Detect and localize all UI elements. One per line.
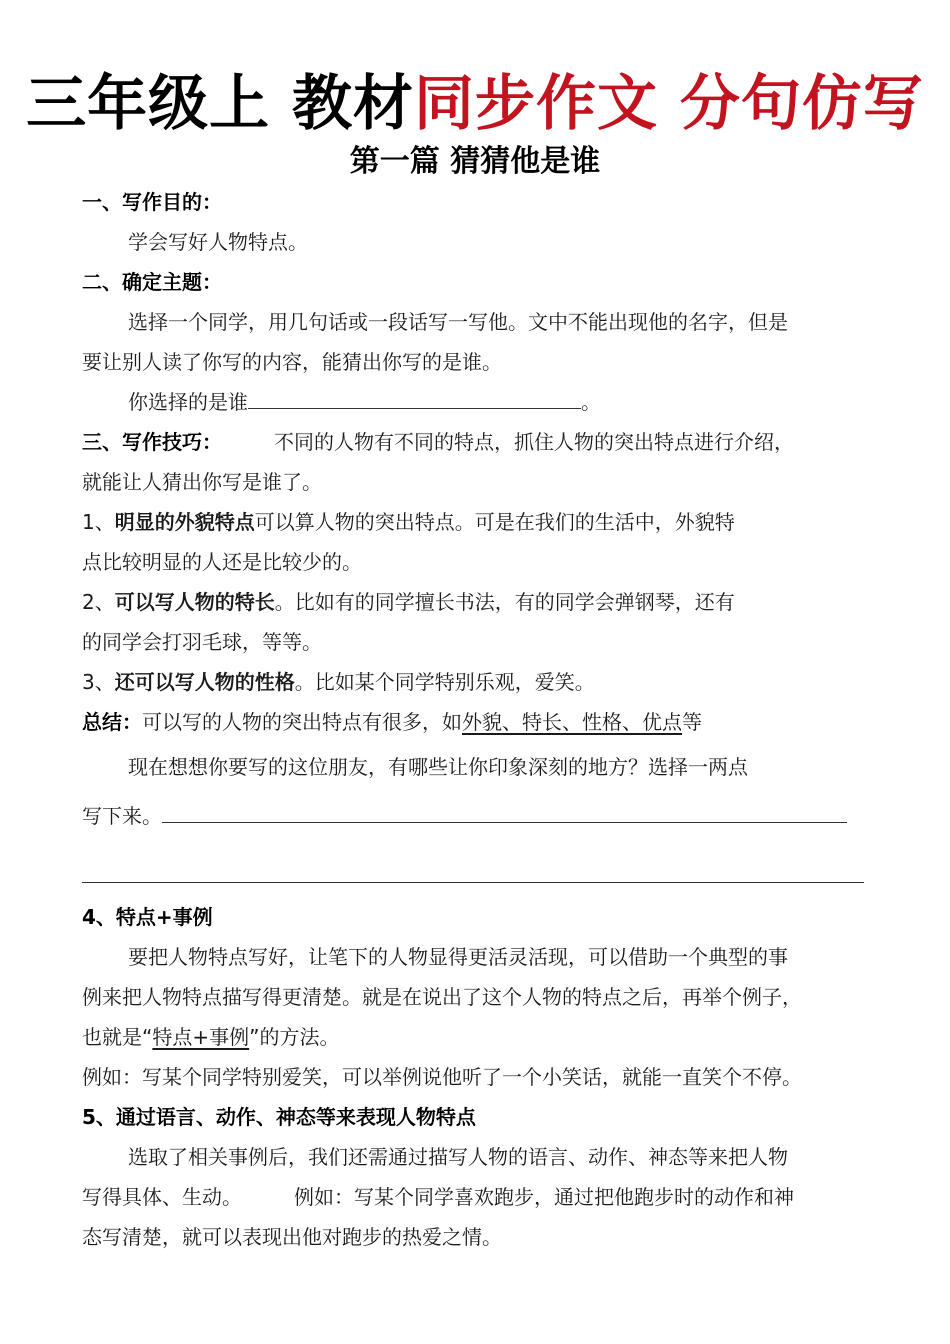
tip-2-number: 2、	[82, 590, 115, 614]
section-4-line1: 要把人物特点写好，让笔下的人物显得更活灵活现，可以借助一个典型的事	[128, 945, 788, 969]
prompt-answer-blank-1[interactable]	[162, 802, 847, 823]
section-3-heading: 三、写作技巧：	[82, 430, 222, 454]
section-4-heading: 4、特点+事例	[82, 905, 213, 929]
section-3-text-line1: 不同的人物有不同的特点，抓住人物的突出特点进行介绍，	[274, 430, 794, 454]
tip-3-number: 3、	[82, 670, 115, 694]
choice-answer-blank[interactable]	[248, 388, 581, 409]
tip-2-line1	[82, 587, 882, 617]
choice-question-label: 你选择的是谁	[128, 390, 248, 414]
tip-1-line2: 点比较明显的人还是比较少的。	[82, 550, 362, 574]
section-1-heading: 一、写作目的：	[82, 190, 222, 214]
tip-1-line1	[82, 507, 882, 537]
section-2-paragraph-line1: 选择一个同学，用几句话或一段话写一写他。文中不能出现他的名字，但是	[128, 310, 788, 334]
tip-2-rest: 。比如有的同学擅长书法，有的同学会弹钢琴，还有	[274, 590, 735, 614]
section-4-line3-post: ”的方法。	[249, 1025, 340, 1049]
summary-text: 可以写的人物的突出特点有很多，如	[142, 710, 462, 734]
section-5-line2b: 例如：写某个同学喜欢跑步，通过把他跑步时的动作和神	[294, 1185, 794, 1209]
section-4-example: 例如：写某个同学特别爱笑，可以举例说他听了一个小笑话，就能一直笑个不停。	[82, 1065, 802, 1089]
section-4-line2: 例来把人物特点描写得更清楚。就是在说出了这个人物的特点之后，再举个例子，	[82, 985, 802, 1009]
choice-question-end: 。	[581, 390, 601, 414]
tip-3-line	[82, 667, 882, 697]
tip-1-rest: 可以算人物的突出特点。可是在我们的生活中，外貌特	[254, 510, 735, 534]
tip-2-line2: 的同学会打羽毛球，等等。	[82, 630, 322, 654]
tip-3-bold: 还可以写人物的性格	[114, 670, 295, 694]
tip-3-rest: 。比如某个同学特别乐观，爱笑。	[294, 670, 595, 694]
section-5-line1: 选取了相关事例后，我们还需通过描写人物的语言、动作、神态等来把人物	[128, 1145, 788, 1169]
summary-label: 总结：	[82, 710, 142, 734]
summary-end: 等	[682, 710, 702, 734]
prompt-label: 写下来。	[82, 804, 162, 828]
section-3-line1	[82, 427, 882, 457]
page-title	[0, 68, 950, 140]
section-5-line3: 态写清楚，就可以表现出他对跑步的热爱之情。	[82, 1225, 502, 1249]
tip-2-bold: 可以写人物的特长	[114, 590, 275, 614]
prompt-line1: 现在想想你要写的这位朋友，有哪些让你印象深刻的地方？选择一两点	[128, 755, 748, 779]
section-5-line2	[82, 1182, 882, 1212]
summary-line	[82, 707, 882, 737]
section-4-underlined: 特点+事例	[152, 1025, 250, 1049]
section-1-text: 学会写好人物特点。	[128, 230, 308, 254]
prompt-answer-blank-2[interactable]	[82, 882, 864, 883]
section-5-line2a: 写得具体、生动。	[82, 1185, 242, 1209]
section-4-line3-pre: 也就是“	[82, 1025, 153, 1049]
title-part-black: 三年级上 教材	[26, 69, 414, 139]
tip-1-bold: 明显的外貌特点	[114, 510, 255, 534]
section-5-heading: 5、通过语言、动作、神态等来表现人物特点	[82, 1105, 476, 1129]
section-2-heading: 二、确定主题：	[82, 270, 222, 294]
section-3-text-line2: 就能让人猜出你写是谁了。	[82, 470, 322, 494]
page-subtitle: 第一篇 猜猜他是谁	[349, 144, 601, 179]
choice-question	[82, 387, 928, 417]
section-2-paragraph-line2: 要让别人读了你写的内容，能猜出你写的是谁。	[82, 350, 502, 374]
summary-underlined: 外貌、特长、性格、优点	[462, 710, 682, 734]
prompt-line2	[82, 801, 882, 831]
section-4-line3	[82, 1022, 882, 1052]
tip-1-number: 1、	[82, 510, 115, 534]
title-part-red: 同步作文 分句仿写	[414, 69, 924, 139]
